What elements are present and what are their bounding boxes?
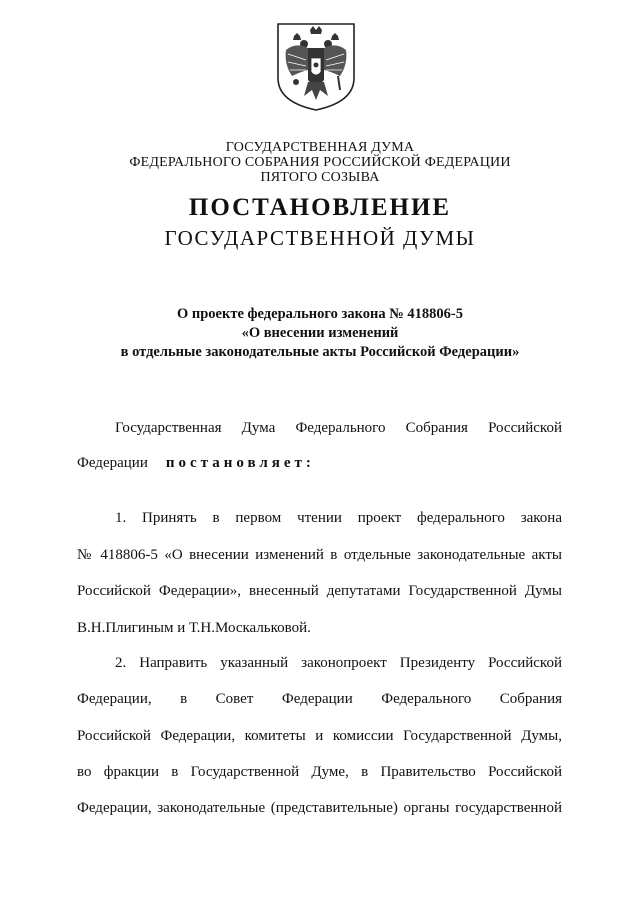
bill-title-line-3: в отдельные законодательные акты Российской Федерации» [120,344,520,360]
item2-line-3: Российской Федерации, комитеты и комиссии Государственной Думы, [77,728,562,744]
item1-line-2: № 418806-5 «О внесении изменений в отдельные законодательные акты [77,547,562,563]
item1-line-4: В.Н.Плигиным и Т.Н.Москальковой. [77,620,311,636]
item2-line-5: Федерации, законодательные (представительные) органы государственной [77,800,562,816]
document-type-title: ПОСТАНОВЛЕНИЕ [188,194,452,221]
item2-line-4: во фракции в Государственной Думе, в Правительство Российской [77,764,562,780]
item1-line-3: Российской Федерации», внесенный депутатами Государственной Думы [77,583,562,599]
header-line-1: ГОСУДАРСТВЕННАЯ ДУМА [225,140,415,155]
header-line-3: ПЯТОГО СОЗЫВА [260,170,380,185]
item1-line-1: 1. Принять в первом чтении проект федерального закона [115,510,562,526]
preamble-line-1: Государственная Дума Федерального Собрания Российской [115,420,562,436]
header-line-2: ФЕДЕРАЛЬНОГО СОБРАНИЯ РОССИЙСКОЙ ФЕДЕРАЦИИ [129,155,511,170]
item2-line-2: Федерации, в Совет Федерации Федерального Собрания [77,691,562,707]
preamble-line-2 [77,455,562,472]
coat-of-arms-emblem [274,20,358,112]
document-issuer-title: ГОСУДАРСТВЕННОЙ ДУМЫ [164,226,476,250]
preamble-subject: Федерации [77,455,148,471]
preamble-keyword: постановляет: [165,455,315,471]
bill-title-line-2: «О внесении изменений [241,325,399,341]
bill-title-line-1: О проекте федерального закона № 418806-5 [176,306,464,322]
item2-line-1: 2. Направить указанный законопроект Президенту Российской [115,655,562,671]
